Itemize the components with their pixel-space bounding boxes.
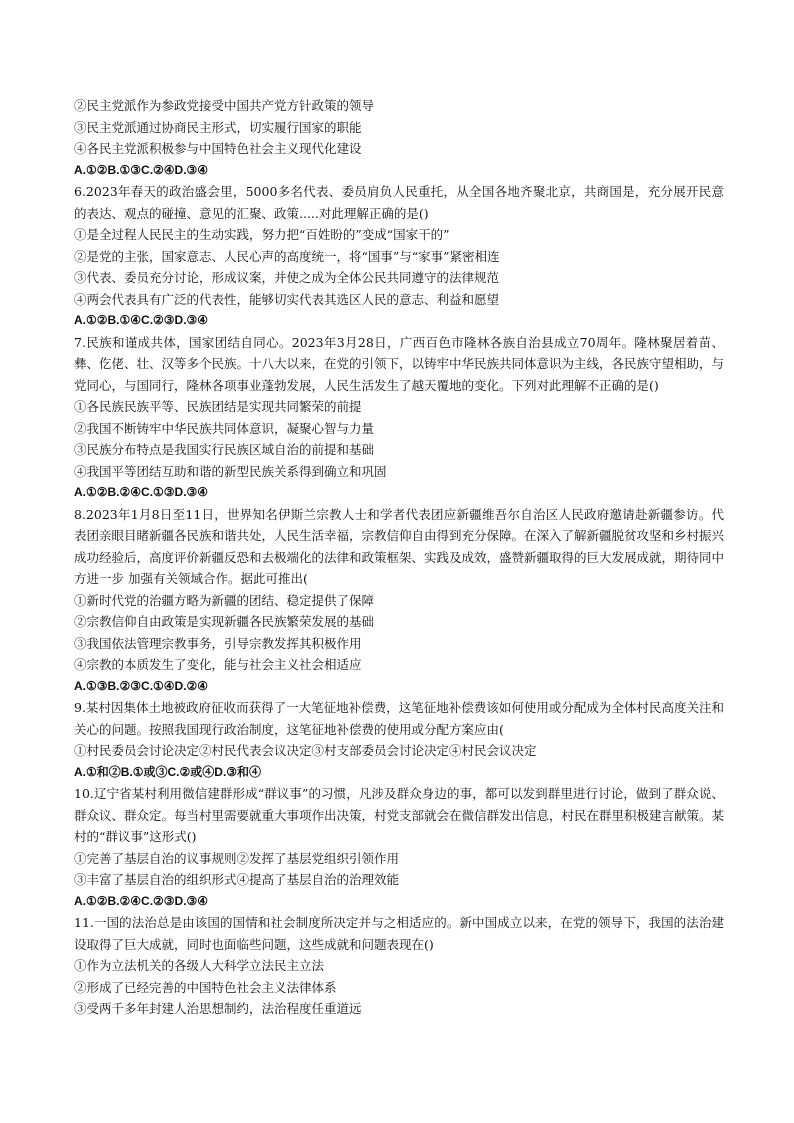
q8-item-1: ①新时代党的治疆方略为新疆的团结、稳定提供了保障 xyxy=(74,592,375,608)
q6-options: A.①②B.①④C.②③D.③④ xyxy=(74,313,209,327)
q5-item-3: ③民主党派通过协商民主形式，切实履行国家的职能 xyxy=(74,119,362,135)
q7-item-2: ②我国不断铸牢中华民族共同体意识，凝聚心智与力量 xyxy=(74,420,375,436)
q7-item-4: ④我国平等团结互助和谐的新型民族关系得到确立和巩固 xyxy=(74,463,387,479)
q7-item-3: ③民族分布特点是我国实行民族区域自治的前提和基础 xyxy=(74,442,375,457)
q5-item-2: ②民主党派作为参政党接受中国共产党方针政策的领导 xyxy=(74,98,375,113)
q6-item-3: ③代表、委员充分讨论，形成议案，并使之成为全体公民共同遵守的法律规范 xyxy=(74,270,500,285)
q11-stem: 11.一国的法治总是由该国的国情和社会制度所决定并与之相适应的。新中国成立以来，在党的领导下，我国的法治建设取得了巨大成就，同时也面临些问题，这些成就和问题表现在() xyxy=(74,915,724,952)
q6-item-1: ①是全过程人民民主的生动实践，努力把“百姓盼的”变成“国家干的” xyxy=(74,227,450,242)
q9-stem: 9.某村因集体土地被政府征收而获得了一大笔征地补偿费，这笔征地补偿费该如何使用或分配成为全体村民高度关注和关心的问题。按照我国现行政治制度，这笔征地补偿费的使用或分配方案应由( xyxy=(74,700,724,737)
q7-options: A.①②B.②④C.①③D.③④ xyxy=(74,485,209,499)
q8-item-3: ③我国依法管理宗教事务，引导宗教发挥其积极作用 xyxy=(74,635,362,651)
q11-item-1: ①作为立法机关的各级人大科学立法民主立法 xyxy=(74,958,325,973)
q10-options: A.①②B.②④C.②③D.③④ xyxy=(74,893,209,908)
q9-items: ①村民委员会讨论决定②村民代表会议决定③村支部委员会讨论决定④村民会议决定 xyxy=(74,743,537,758)
q10-stem: 10.辽宁省某村利用微信建群形成“群议事”的习惯，凡涉及群众身边的事，都可以发到群里进行讨论，做到了群众说、群众议、群众定。每当村里需要就重大事项作出决策，村党支部就会在微信群发出信息，村民在群里积极建言献策。某村的“群议事”这形式() xyxy=(74,786,725,844)
q10-items-1: ①完善了基层自治的议事规则②发挥了基层党组织引领作用 xyxy=(74,850,400,866)
q10-items-2: ③丰富了基层自治的组织形式④提高了基层自治的治理效能 xyxy=(74,872,400,887)
q8-item-4: ④宗教的本质发生了变化，能与社会主义社会相适应 xyxy=(74,657,362,672)
q5-options: A.①②B.①③C.②④D.③④ xyxy=(74,162,209,177)
q6-stem: 6.2023年春天的政治盛会里，5000多名代表、委员肩负人民重托，从全国各地齐聚北京，共商国是，充分展开民意的表达、观点的碰撞、意见的汇聚、政策.....对此理解正确的是() xyxy=(74,184,724,221)
q11-item-3: ③受两千多年封建人治思想制约，法治程度任重道远 xyxy=(74,1001,362,1016)
q8-item-2: ②宗教信仰自由政策是实现新疆各民族繁荣发展的基础 xyxy=(74,614,375,629)
q5-item-4: ④各民主党派积极参与中国特色社会主义现代化建设 xyxy=(74,141,362,156)
q6-item-4: ④两会代表具有广泛的代表性，能够切实代表其选区人民的意志、利益和愿望 xyxy=(74,291,500,307)
question-content xyxy=(74,95,724,1020)
q11-item-2: ②形成了已经完善的中国特色社会主义法律体系 xyxy=(74,979,337,995)
q9-options: A.①和②B.①或③C.②或④D.③和④ xyxy=(74,764,262,779)
q8-options: A.①③B.②③C.①④D.②④ xyxy=(74,678,209,693)
q6-item-2: ②是党的主张，国家意志、人民心声的高度统一，将“国事”与“家事”紧密相连 xyxy=(74,248,500,264)
q7-item-1: ①各民族民族平等、民族团结是实现共同繁荣的前提 xyxy=(74,399,362,414)
q7-stem: 7.民族和谨成共体，国家团结自同心。2023年3月28日，广西百色市隆林各族自治县成立70周年。隆林聚居着苗、彝、仡佬、壮、汉等多个民族。十八大以来，在党的引领下，以铸牢中华民族共同体意识为主线，各民族守望相助，与党同心，与国同行，隆林各项事业蓬勃发展，人民生活发生了越天覆地的变化。下列对此理解不正确的是() xyxy=(74,334,725,393)
q8-stem: 8.2023年1月8日至11日，世界知名伊斯兰宗教人士和学者代表团应新疆维吾尔自治区人民政府邀请赴新疆参访。代表团亲眼目睹新疆各民族和谐共处，人民生活幸福，宗教信仰自由得到充分保障。在深入了解新疆脱贫攻坚和乡村振兴成功经验后，高度评价新疆反恐和去极端化的法律和政策框架、实践及成效，盛赞新疆取得的巨大发展成就，期待同中方进一步 加强有关领域合作。据此可推出( xyxy=(74,506,725,586)
